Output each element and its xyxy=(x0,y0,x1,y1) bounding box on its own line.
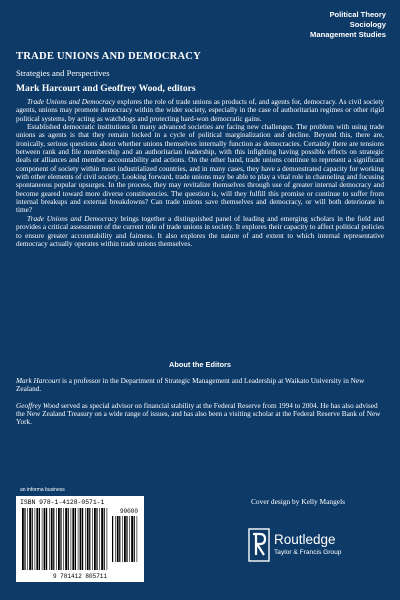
barcode-bar xyxy=(101,508,103,570)
editor-name: Geoffrey Wood xyxy=(16,401,60,410)
book-title: TRADE UNIONS AND DEMOCRACY xyxy=(16,51,202,62)
barcode-bar xyxy=(137,516,138,562)
barcode-bar xyxy=(36,508,38,570)
barcode-bar xyxy=(65,508,67,570)
description-paragraph-2: Established democratic institutions in many advanced societies are facing new challenges. The problem with using trade unions as agents is that they remain locked in a cycle of political marginalization and decline. Beyond this, there are, ironically, serious questions about whether unions themselves internally function as democracies. Certainly there are tensions between rank and file membership and an authoritarian leadership, with this infighting having possible effects on strategic deals or alliances and member accountability and actions. On the other hand, trade unions continue to represent a significant component of society within most industrialized countries, and in many cases, they have a demonstrated capacity for working with other elements of civil society. Looking forward, trade unions may be able to play a vital role in channeling and focusing spontaneous popular upsurges. In the process, they may revitalize themselves through use of greater internal democracy and become geared toward more diverse constituencies. The question is, will they fulfill this promise or continue to suffer from internal breakups and external breakdowns? Can trade unions save themselves and democracy, or will both deteriorate in time? xyxy=(16,123,384,215)
barcode-bar xyxy=(68,508,69,570)
barcode-bar xyxy=(22,508,24,570)
barcode-bar xyxy=(107,508,108,570)
barcode-bar xyxy=(63,508,64,570)
barcode-bar xyxy=(32,508,33,570)
barcode-bar xyxy=(24,508,25,570)
barcode-bar xyxy=(27,508,28,570)
barcode-bar xyxy=(72,508,74,570)
barcode-bar xyxy=(96,508,97,570)
routledge-logo-icon xyxy=(248,528,270,562)
barcode-bar xyxy=(53,508,54,570)
barcode-bar xyxy=(39,508,40,570)
barcode-bar xyxy=(49,508,50,570)
barcode-bar xyxy=(92,508,93,570)
barcode-bar xyxy=(126,516,127,562)
subject-management-studies: Management Studies xyxy=(310,30,386,39)
publisher-name: Routledge xyxy=(274,532,336,547)
barcode-bar xyxy=(112,516,113,562)
book-subtitle: Strategies and Perspectives xyxy=(16,68,110,78)
barcode-bar xyxy=(85,508,86,570)
editor-name: Mark Harcourt xyxy=(16,377,61,385)
book-description xyxy=(16,98,384,248)
isbn-label: ISBN 978-1-4128-0571-1 xyxy=(20,499,105,506)
publisher-group: Taylor & Francis Group xyxy=(274,549,342,556)
cover-design-credit: Cover design by Kelly Mangels xyxy=(251,497,346,506)
description-paragraph-3: Trade Unions and Democracy brings together a distinguished panel of leading and emerging scholars in the field and provides a critical assessment of the current role of trade unions in society. It explores their capacity to affect political policies to ensure greater accountability and fairness. It also explores the nature of and extent to which internal representative democracy actually operates within trade unions themselves. xyxy=(16,214,384,248)
book-title-italic: Trade Unions and Democracy xyxy=(27,98,116,106)
price-code: 90000 xyxy=(119,508,138,515)
barcode-bar xyxy=(131,516,133,562)
barcode-bar xyxy=(119,516,120,562)
editor-bio-wood: Geoffrey Wood served as special advisor on financial stability at the Federal Reserve from 1994 to 2004. He has also advised the New Zealand Treasury on a wide range of issues, and has also been a visiting scholar at the Federal Reserve Bank of New York. xyxy=(16,401,381,427)
publisher-logo xyxy=(248,528,388,568)
barcode-bar xyxy=(117,516,119,562)
barcode-bar xyxy=(80,508,82,570)
isbn-barcode xyxy=(16,496,144,582)
barcode-bar xyxy=(78,508,79,570)
barcode-bar xyxy=(89,508,90,570)
about-editors-heading: About the Editors xyxy=(169,360,231,369)
barcode-bar xyxy=(75,508,76,570)
barcode-bar xyxy=(124,516,126,562)
barcode-bar xyxy=(46,508,47,570)
informa-tagline: an informa business xyxy=(20,487,65,493)
barcode-bar xyxy=(56,508,57,570)
barcode-bar xyxy=(99,508,100,570)
barcode-bar xyxy=(115,516,116,562)
book-editors: Mark Harcourt and Geoffrey Wood, editors xyxy=(16,83,196,94)
barcode-bar xyxy=(60,508,61,570)
barcode-bar xyxy=(87,508,89,570)
barcode-bar xyxy=(94,508,96,570)
ean-digits: 9 781412 805711 xyxy=(52,573,107,580)
about-editors xyxy=(16,377,384,435)
barcode-bars xyxy=(22,508,110,570)
barcode-bar xyxy=(51,508,53,570)
price-barcode-bars xyxy=(112,516,138,570)
barcode-bar xyxy=(82,508,83,570)
barcode-bar xyxy=(44,508,46,570)
barcode-bar xyxy=(71,508,72,570)
subject-sociology: Sociology xyxy=(349,20,386,29)
barcode-bar xyxy=(104,508,105,570)
description-paragraph-1: Trade Unions and Democracy explores the role of trade unions as products of, and agents for, democracy. As civil society agents, unions may promote democracy within the wider society, especially in the case of authoritarian regimes or other rigid political systems, by acting as watchdogs and protecting hard-won democratic gains. xyxy=(16,98,384,123)
barcode-bar xyxy=(29,508,31,570)
barcode-bar xyxy=(58,508,60,570)
subject-political-theory: Political Theory xyxy=(329,10,386,19)
barcode-bar xyxy=(122,516,123,562)
subject-categories xyxy=(310,10,386,40)
barcode-bar xyxy=(42,508,43,570)
book-title-italic: Trade Unions and Democracy xyxy=(27,214,118,223)
editor-bio-harcourt: Mark Harcourt is a professor in the Department of Strategic Management and Leadership at Waikato University in New Zealand. xyxy=(16,377,365,394)
barcode-bar xyxy=(35,508,36,570)
barcode-bar xyxy=(134,516,135,562)
barcode-bar xyxy=(129,516,130,562)
